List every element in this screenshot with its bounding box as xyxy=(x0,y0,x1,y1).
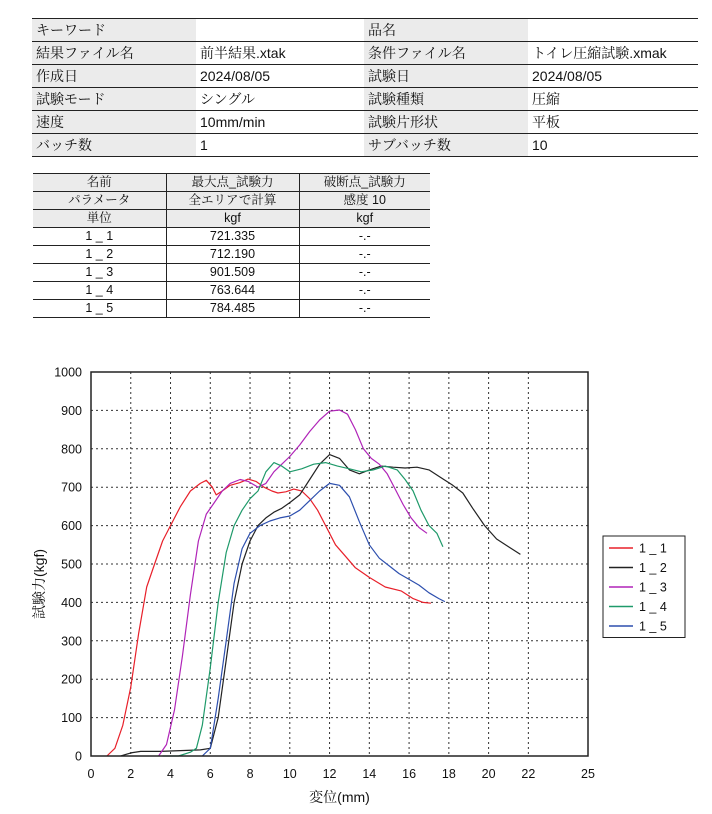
x-tick-label: 18 xyxy=(441,767,456,781)
x-tick-label: 25 xyxy=(581,767,595,781)
y-tick-label: 1000 xyxy=(54,365,82,380)
info-label: サブバッチ数 xyxy=(364,134,528,157)
info-value: 10mm/min xyxy=(196,111,364,134)
results-value-cell: 721.335 xyxy=(166,228,299,246)
info-value xyxy=(528,19,698,42)
info-value: 1 xyxy=(196,134,364,157)
results-name-cell: 1 _ 3 xyxy=(33,264,166,282)
info-row xyxy=(32,42,698,65)
series-line-5 xyxy=(202,483,445,756)
results-header-cell: kgf xyxy=(299,210,430,228)
x-tick-label: 14 xyxy=(362,767,377,781)
results-row xyxy=(33,228,430,246)
results-value-cell: 901.509 xyxy=(166,264,299,282)
results-name-cell: 1 _ 2 xyxy=(33,246,166,264)
legend-label: 1 _ 3 xyxy=(639,580,667,595)
results-header-cell: 全エリアで計算 xyxy=(166,192,299,210)
chart-legend xyxy=(603,536,685,638)
series-line-2 xyxy=(121,455,521,756)
results-row xyxy=(33,300,430,318)
results-row xyxy=(33,282,430,300)
results-value-cell: -.- xyxy=(299,264,430,282)
results-header-row xyxy=(33,192,430,210)
results-header-cell: 最大点_試験力 xyxy=(166,174,299,192)
info-label: 試験モード xyxy=(32,88,196,111)
info-value: 10 xyxy=(528,134,698,157)
info-row xyxy=(32,19,698,42)
results-value-cell: -.- xyxy=(299,300,430,318)
chart-series xyxy=(107,410,521,756)
info-value: 2024/08/05 xyxy=(196,65,364,88)
y-tick-label: 300 xyxy=(61,634,82,649)
chart-grid xyxy=(91,372,588,756)
results-name-cell: 1 _ 4 xyxy=(33,282,166,300)
info-value: 前半結果.xtak xyxy=(196,42,364,65)
info-label: 試験片形状 xyxy=(364,111,528,134)
legend-label: 1 _ 1 xyxy=(639,541,667,556)
info-row xyxy=(32,65,698,88)
x-tick-label: 4 xyxy=(167,767,174,781)
y-tick-label: 400 xyxy=(61,595,82,610)
x-axis-label: 変位(mm) xyxy=(309,789,370,805)
legend-label: 1 _ 2 xyxy=(639,561,667,575)
x-tick-label: 8 xyxy=(246,767,254,781)
info-row xyxy=(32,134,698,157)
info-label: 作成日 xyxy=(32,65,196,88)
x-tick-label: 10 xyxy=(282,767,297,781)
results-table xyxy=(33,173,430,318)
results-row xyxy=(33,246,430,264)
info-label: キーワード xyxy=(32,19,196,42)
y-tick-label: 0 xyxy=(75,749,82,764)
legend-label: 1 _ 5 xyxy=(639,619,667,634)
info-label: 条件ファイル名 xyxy=(364,42,528,65)
info-label: 結果ファイル名 xyxy=(32,42,196,65)
x-tick-label: 2 xyxy=(127,767,135,781)
results-header-cell: 名前 xyxy=(33,174,166,192)
tick-labels xyxy=(54,366,595,782)
plot-frame xyxy=(91,372,588,756)
info-label: バッチ数 xyxy=(32,134,196,157)
results-value-cell: 763.644 xyxy=(166,282,299,300)
info-value: 圧縮 xyxy=(528,88,698,111)
info-label: 品名 xyxy=(364,19,528,42)
x-tick-label: 16 xyxy=(402,767,417,781)
results-header-cell: パラメータ xyxy=(33,192,166,210)
info-value: 2024/08/05 xyxy=(528,65,698,88)
results-header-row xyxy=(33,210,430,228)
y-tick-label: 800 xyxy=(61,442,82,457)
force-displacement-chart xyxy=(0,350,712,814)
y-axis-label: 試験力(kgf) xyxy=(31,549,47,619)
legend-label: 1 _ 4 xyxy=(639,600,667,614)
info-value: シングル xyxy=(196,88,364,111)
y-tick-label: 600 xyxy=(61,519,82,534)
x-tick-label: 0 xyxy=(87,767,95,781)
results-value-cell: 784.485 xyxy=(166,300,299,318)
results-value-cell: 712.190 xyxy=(166,246,299,264)
x-tick-label: 20 xyxy=(481,767,496,781)
info-label: 試験日 xyxy=(364,65,528,88)
info-value: 平板 xyxy=(528,111,698,134)
results-value-cell: -.- xyxy=(299,282,430,300)
results-row xyxy=(33,264,430,282)
series-line-1 xyxy=(107,479,431,756)
y-tick-label: 900 xyxy=(61,403,82,418)
y-tick-label: 200 xyxy=(61,672,82,687)
info-table xyxy=(32,18,698,157)
x-tick-label: 22 xyxy=(521,767,536,781)
info-value xyxy=(196,19,364,42)
y-tick-label: 500 xyxy=(61,557,82,572)
info-label: 速度 xyxy=(32,111,196,134)
results-value-cell: -.- xyxy=(299,246,430,264)
x-tick-label: 12 xyxy=(322,767,337,781)
info-value: トイレ圧縮試験.xmak xyxy=(528,42,698,65)
y-tick-label: 100 xyxy=(61,711,82,726)
results-header-cell: 破断点_試験力 xyxy=(299,174,430,192)
results-header-row xyxy=(33,174,430,192)
info-label: 試験種類 xyxy=(364,88,528,111)
info-row xyxy=(32,111,698,134)
series-line-3 xyxy=(159,410,427,756)
results-header-cell: kgf xyxy=(166,210,299,228)
results-header-cell: 単位 xyxy=(33,210,166,228)
y-tick-label: 700 xyxy=(61,480,82,495)
results-name-cell: 1 _ 1 xyxy=(33,228,166,246)
info-row xyxy=(32,88,698,111)
results-value-cell: -.- xyxy=(299,228,430,246)
x-tick-label: 6 xyxy=(206,767,214,781)
results-header-cell: 感度 10 xyxy=(299,192,430,210)
results-name-cell: 1 _ 5 xyxy=(33,300,166,318)
